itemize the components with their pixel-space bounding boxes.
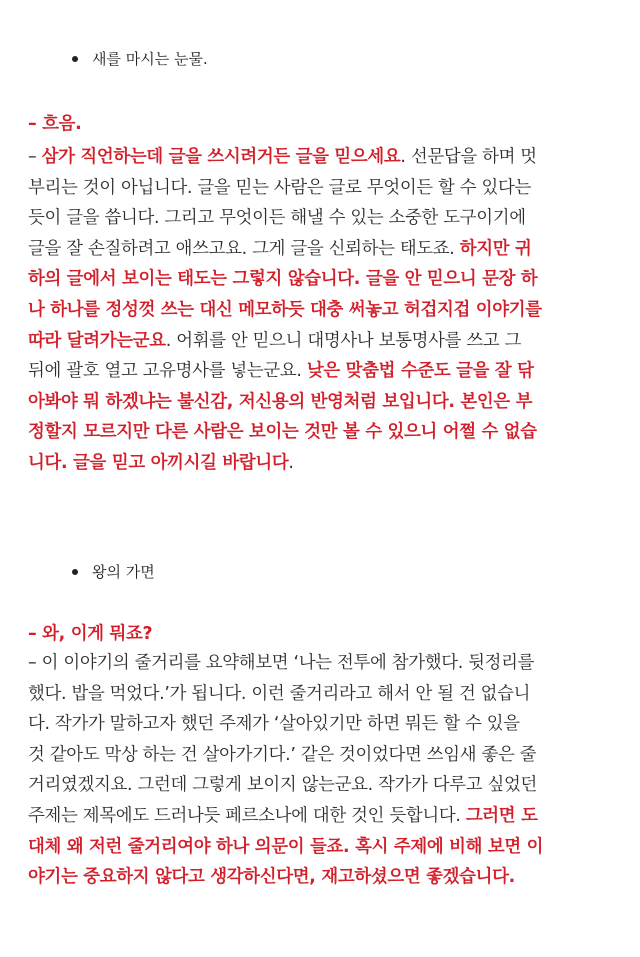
paragraph-line	[28, 295, 618, 325]
bullet-icon	[72, 56, 78, 62]
highlighted-text: 그러면 도	[465, 806, 538, 826]
paragraph-line	[28, 234, 618, 264]
body-text: 거리였겠지요. 그런데 그렇게 보이지 않는군요. 작가가 다루고 싶었던	[28, 775, 538, 796]
body-text: –	[28, 147, 42, 167]
body-text: 뒤에 괄호 열고 고유명사를 넣는군요.	[28, 361, 307, 382]
paragraph-line	[28, 740, 618, 770]
body-text: 글을 잘 손질하려고 애쓰고요. 그게 글을 신뢰하는 태도죠.	[28, 238, 460, 259]
paragraph-line	[28, 832, 618, 862]
bullet-icon	[72, 569, 78, 575]
review-heading: – 와, 이게 뭐죠?	[28, 624, 153, 644]
paragraph-line	[28, 142, 618, 172]
paragraph-line	[28, 709, 618, 739]
paragraph-line	[28, 862, 618, 892]
highlighted-text: 따라 달려가는군요	[28, 330, 166, 351]
highlighted-text: 정할지 모르지만 다른 사람은 보이는 것만 볼 수 있으니 어쩔 수 없습	[28, 422, 537, 443]
story-title	[92, 562, 155, 582]
highlighted-text: 나 하나를 정성껏 쓰는 대신 메모하듯 대충 써놓고 허겁지겁 이야기를	[28, 300, 542, 320]
body-text: 다. 작가가 말하고자 했던 주제가 ‘살아있기만 하면 뭐든 할 수 있을	[28, 714, 520, 735]
body-text: 듯이 글을 씁니다. 그리고 무엇이든 해낼 수 있는 소중한 도구이기에	[28, 208, 526, 229]
paragraph-line	[28, 326, 618, 356]
paragraph-line	[28, 648, 618, 678]
highlighted-text: 하지만 귀	[459, 238, 532, 259]
paragraph-line	[28, 264, 618, 294]
body-text: . 어휘를 안 믿으니 대명사나 보통명사를 쓰고 그	[165, 330, 522, 351]
highlighted-text: 낮은 맞춤법 수준도 글을 잘 닦	[306, 361, 534, 382]
review-heading: – 흐음.	[28, 114, 82, 134]
body-text: . 선문답을 하며 멋	[400, 147, 537, 167]
paragraph-line	[28, 173, 618, 203]
paragraph-line	[28, 387, 618, 417]
story-title-text: 새를 마시는 눈물.	[92, 50, 208, 68]
body-text: 주제는 제목에도 드러나듯 페르소나에 대한 것인 듯합니다.	[28, 806, 466, 826]
body-text: .	[288, 453, 294, 473]
body-text: 부리는 것이 아닙니다. 글을 믿는 사람은 글로 무엇이든 할 수 있다는	[28, 177, 531, 198]
body-text: 했다. 밥을 먹었다.’가 됩니다. 이런 줄거리라고 해서 안 될 건 없습니	[28, 683, 531, 704]
paragraph-line	[28, 356, 618, 386]
highlighted-text: 아봐야 뭐 하겠냐는 불신감, 저신용의 반영처럼 보입니다. 본인은 부	[28, 391, 533, 412]
body-text: 것 같아도 막상 하는 건 살아가기다.’ 같은 것이었다면 쓰임새 좋은 줄	[28, 744, 537, 765]
highlighted-text: 하의 글에서 보이는 태도는 그렇지 않습니다. 글을 안 믿으니 문장 하	[28, 269, 538, 290]
paragraph-line	[28, 770, 618, 800]
body-text: – 이 이야기의 줄거리를 요약해보면 ‘나는 전투에 참가했다. 뒷정리를	[28, 653, 535, 673]
highlighted-text: 대체 왜 저런 줄거리여야 하나 의문이 들죠. 혹시 주제에 비해 보면 이	[28, 836, 544, 857]
paragraph-line	[28, 448, 618, 478]
story-title	[92, 49, 208, 69]
highlighted-text: 니다. 글을 믿고 아끼시길 바랍니다	[28, 453, 289, 473]
highlighted-text: 삼가 직언하는데 글을 쓰시려거든 글을 믿으세요	[41, 147, 401, 167]
paragraph-line	[28, 203, 618, 233]
story-title-text: 왕의 가면	[92, 563, 155, 581]
paragraph-line	[28, 679, 618, 709]
highlighted-text: 야기는 중요하지 않다고 생각하신다면, 재고하셨으면 좋겠습니다.	[28, 867, 515, 888]
paragraph-line	[28, 801, 618, 831]
paragraph-line	[28, 417, 618, 447]
